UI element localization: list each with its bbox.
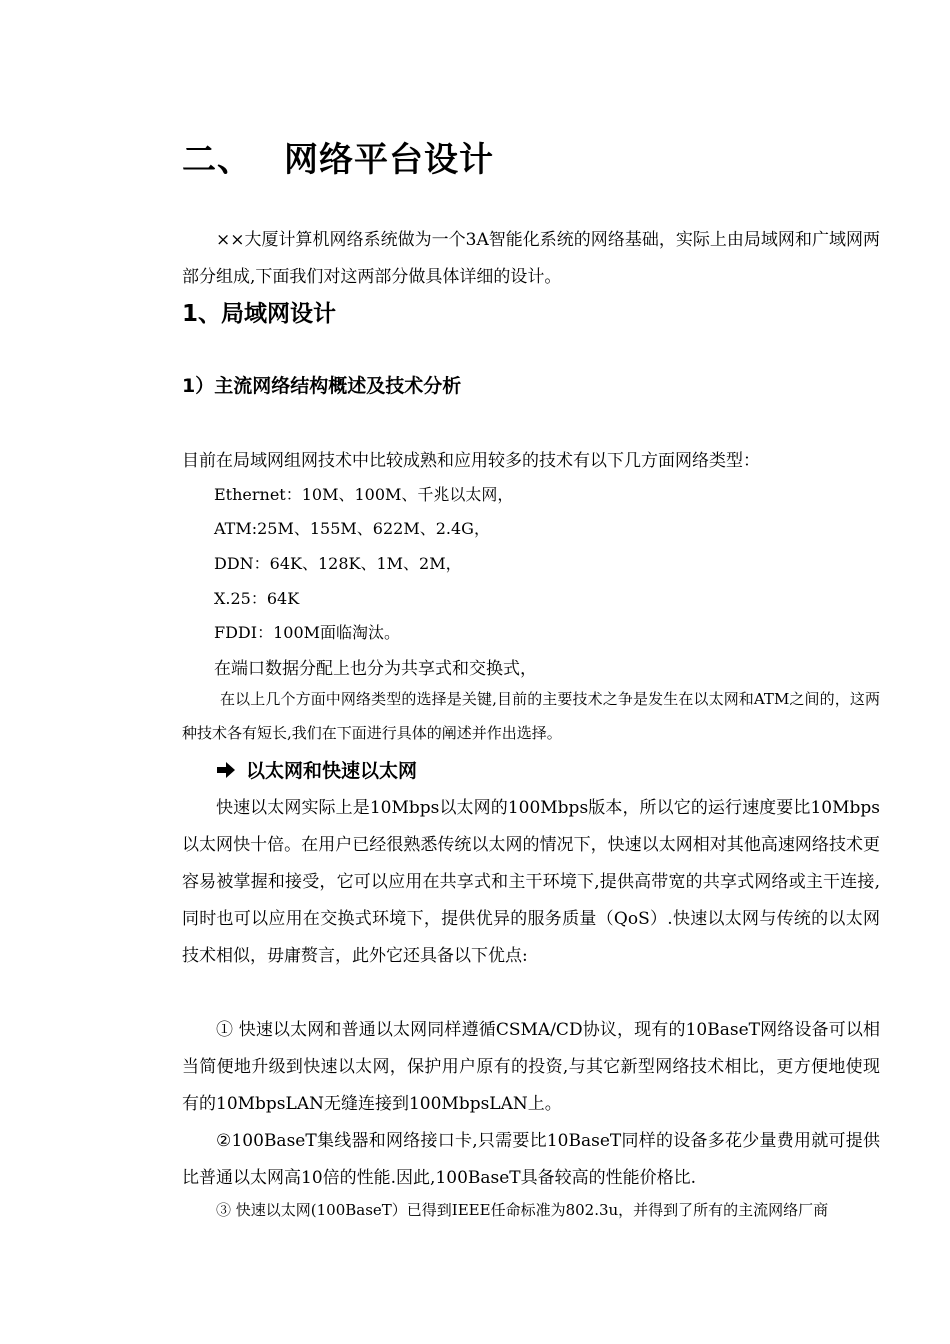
type-item: ATM:25M、155M、622M、2.4G， xyxy=(214,519,490,538)
section-title: 网络平台设计 xyxy=(284,140,494,180)
port-allocation-line: 在端口数据分配上也分为共享式和交换式， xyxy=(214,659,537,679)
intro-paragraph: ××大厦计算机网络系统做为一个3A智能化系统的网络基础，实际上由局域网和广域网两部分组成,下面我们对这两部分做具体详细的设计。 xyxy=(182,230,880,287)
choice-paragraph: 在以上几个方面中网络类型的选择是关键,目前的主要技术之争是发生在以太网和ATM之间的，这两种技术各有短长,我们在下面进行具体的阐述并作出选择。 xyxy=(182,690,880,742)
subsubsection-heading: 1）主流网络结构概述及技术分析 xyxy=(182,375,462,397)
advantage-point: ① 快速以太网和普通以太网同样遵循CSMA/CD协议，现有的10BaseT网络设备可以相当简便地升级到快速以太网，保护用户原有的投资,与其它新型网络技术相比，更方便地使现有的10MbpsLAN无缝连接到100MbpsLAN上。 xyxy=(182,1020,880,1114)
subsection-heading: 1、局域网设计 xyxy=(182,301,337,327)
type-item: Ethernet：10M、100M、千兆以太网， xyxy=(214,485,514,504)
advantage-point: ②100BaseT集线器和网络接口卡,只需要比10BaseT同样的设备多花少量费用就可提供比普通以太网高10倍的性能.因此,100BaseT具备较高的性能价格比. xyxy=(182,1131,880,1188)
ethernet-heading-title: 以太网和快速以太网 xyxy=(246,760,418,782)
advantage-point: ③ 快速以太网(100BaseT）已得到IEEE任命标准为802.3u，并得到了所有的主流网络厂商 xyxy=(216,1201,829,1219)
ethernet-paragraph: 快速以太网实际上是10Mbps以太网的100Mbps版本，所以它的运行速度要比10Mbps以太网快十倍。在用户已经很熟悉传统以太网的情况下，快速以太网相对其他高速网络技术更容易被掌握和接受，它可以应用在共享式和主干环境下,提供高带宽的共享式网络或主干连接,同时也可以应用在交换式环境下，提供优异的服务质量（QoS）.快速以太网与传统的以太网技术相似，毋庸赘言，此外它还具备以下优点: xyxy=(182,798,880,966)
ethernet-heading xyxy=(216,756,417,783)
types-intro: 目前在局域网组网技术中比较成熟和应用较多的技术有以下几方面网络类型： xyxy=(182,451,760,471)
section-heading xyxy=(182,132,880,181)
type-item: X.25：64K xyxy=(214,589,300,608)
arrow-right-icon xyxy=(216,760,246,782)
type-item: DDN：64K、128K、1M、2M， xyxy=(214,554,462,573)
section-number: 二、 xyxy=(182,140,252,180)
type-item: FDDI：100M面临淘汰。 xyxy=(214,623,401,642)
